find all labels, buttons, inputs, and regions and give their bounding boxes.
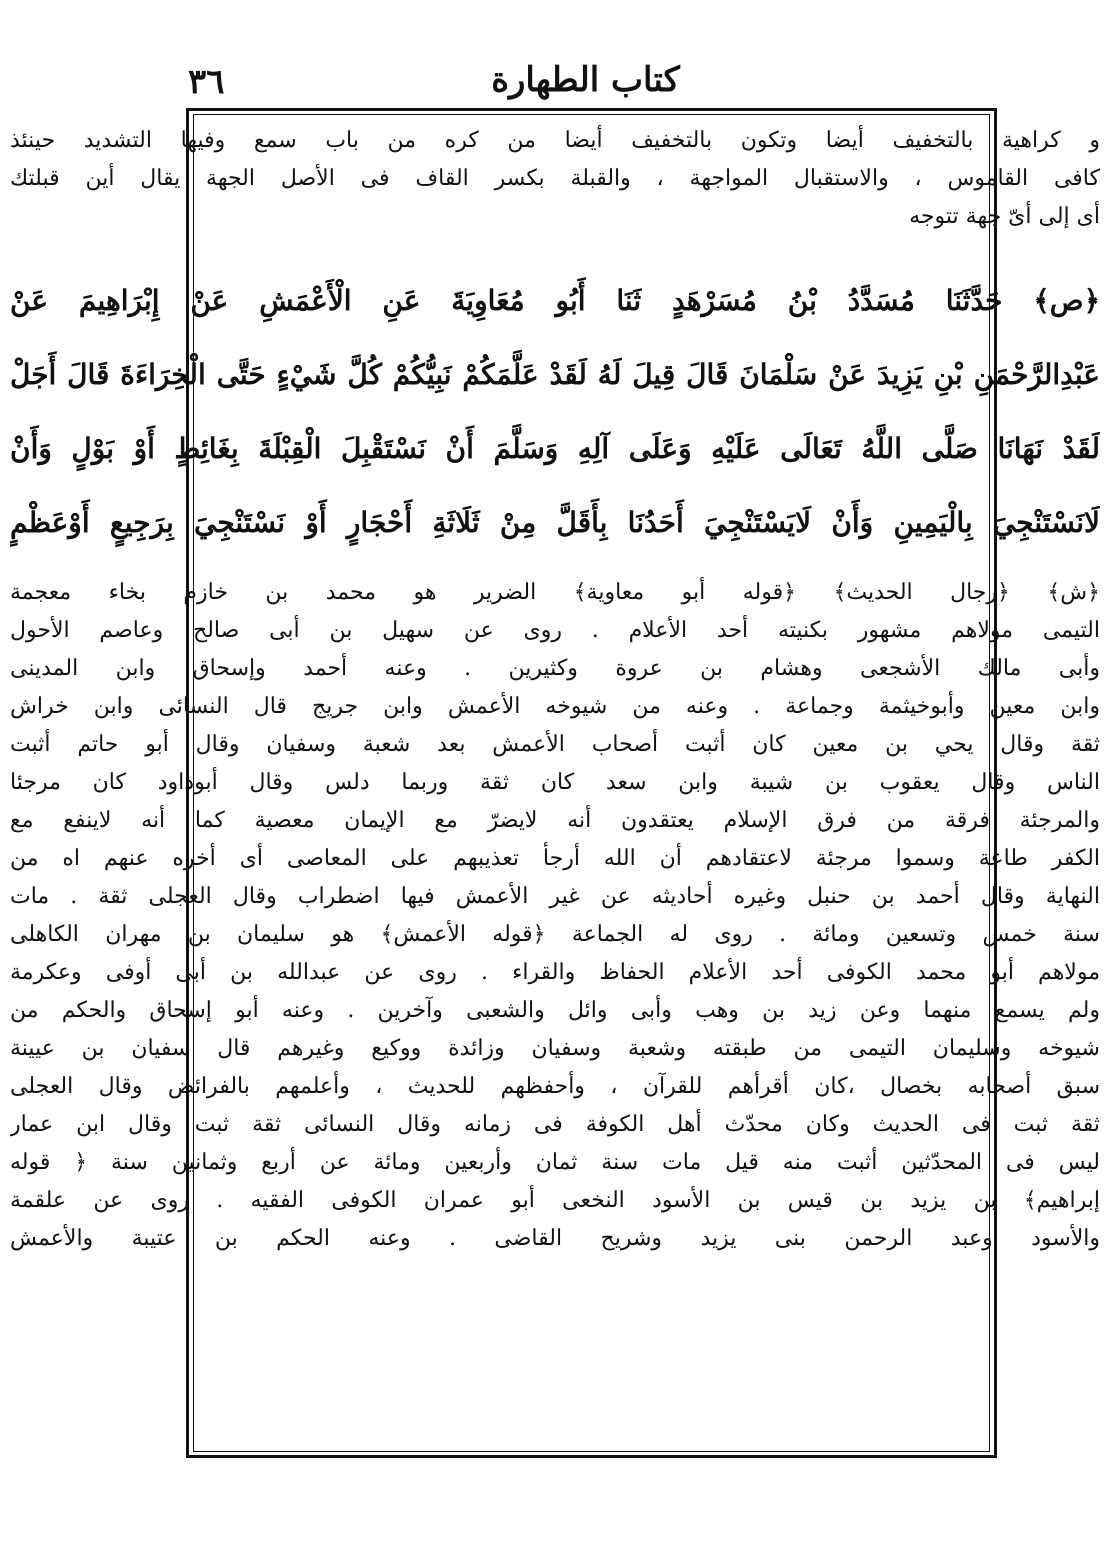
sharh-line: ثقة وقال يحي بن معين كان أثبت أصحاب الأعمش بعد شعبة وسفيان وقال أبو حاتم أثبت <box>10 732 1100 757</box>
commentary-line: أى إلى أىّ جهة تتوجه <box>909 204 1100 229</box>
sharh-line: الكفر طاعة وسموا مرجئة لاعتقادهم أن الله أرجأ تعذيبهم على المعاصى أى أخره عنهم اه من <box>10 846 1100 871</box>
sharh-line: ولم يسمع منهما وعن زيد بن وهب وأبى وائل والشعبى وآخرين . وعنه أبو إسحاق والحكم من <box>10 998 1100 1023</box>
running-title: كتاب الطهارة <box>491 60 680 100</box>
sharh-line: النهاية وقال أحمد بن حنبل وغيره أحاديثه عن غير الأعمش فيها اضطراب وقال العجلى ثقة . مات <box>10 884 1100 909</box>
sharh-line: وأبى مالك الأشجعى وهشام بن عروة وكثيرين . وعنه أحمد وإسحاق وابن المدينى <box>10 656 1100 681</box>
sharh-line: شيوخه وسليمان التيمى من طبقته وشعبة وسفيان وزائدة ووكيع وغيرهم قال سفيان بن عيينة <box>10 1036 1100 1061</box>
sharh-line: الناس وقال يعقوب بن شيبة وابن سعد كان ثقة وربما دلس وقال أبوداود كان مرجئا <box>10 770 1100 795</box>
commentary-line: و كراهية بالتخفيف أيضا وتكون بالتخفيف أيضا من كره من باب سمع وفيها التشديد حينئذ <box>10 128 1100 153</box>
hadith-line: لَقَدْ نَهَانَا صَلَّى اللَّهُ تَعَالَى عَلَيْهِ وَعَلَى آلِهِ وَسَلَّمَ أَنْ نَسْتَقْبِلَ الْقِبْلَةَ بِغَائِطٍ أَوْ بَوْلٍ وَأَنْ <box>10 432 1100 465</box>
sharh-line: ﴿ش﴾ ﴿رجال الحديث﴾ ﴿قوله أبو معاوية﴾ الضرير هو محمد بن خازم بخاء معجمة <box>10 580 1100 605</box>
hadith-text <box>10 264 1100 560</box>
sharh-line: سنة خمس وتسعين ومائة . روى له الجماعة ﴿قوله الأعمش﴾ هو سليمان بن مهران الكاهلى <box>10 922 1100 947</box>
hadith-line: ﴿ص﴾ حَدَّثَنَا مُسَدَّدُ بْنُ مُسَرْهَدٍ ثَنَا أَبُو مُعَاوِيَةَ عَنِ الْأَعْمَشِ عَنْ إِبْرَاهِيمَ عَنْ <box>10 284 1100 317</box>
page-number: ٣٦ <box>188 62 225 102</box>
sharh-line: التيمى مولاهم مشهور بكنيته أحد الأعلام . روى عن سهيل بن أبى صالح وعاصم الأحول <box>10 618 1100 643</box>
sharh-line: والمرجئة فرقة من فرق الإسلام يعتقدون أنه لايضرّ مع الإيمان معصية كما أنه لاينفع مع <box>10 808 1100 833</box>
sharh-line: ليس فى المحدّثين أثبت منه قيل مات سنة ثمان وأربعين ومائة عن أربع وثمانين سنة ﴿ قوله <box>10 1150 1100 1175</box>
hadith-line: لَانَسْتَنْجِيَ بِالْيَمِينِ وَأَنْ لَايَسْتَنْجِيَ أَحَدُنَا بِأَقَلَّ مِنْ ثَلَاثَةِ أَحْجَارٍ أَوْ نَسْتَنْجِيَ بِرَجِيعٍ أَوْعَظْمٍ <box>10 506 1100 539</box>
sharh-line: وابن معين وأبوخيثمة وجماعة . وعنه من شيوخه الأعمش وابن جريج قال النسائى وابن خراش <box>10 694 1100 719</box>
sharh-line: مولاهم أبو محمد الكوفى أحد الأعلام الحفاظ والقراء . روى عن عبدالله بن أبى أوفى وعكرمة <box>10 960 1100 985</box>
sharh-line: ثقة ثبت فى الحديث وكان محدّث أهل الكوفة فى زمانه وقال النسائى ثقة ثبت وقال ابن عمار <box>10 1112 1100 1137</box>
sharh-line: إبراهيم﴾ بن يزيد بن قيس بن الأسود النخعى أبو عمران الكوفى الفقيه . روى عن علقمة <box>10 1188 1100 1213</box>
commentary-line: كافى القاموس ، والاستقبال المواجهة ، والقبلة بكسر القاف فى الأصل الجهة يقال أين قبلتك <box>10 166 1100 191</box>
page-header <box>188 56 983 108</box>
sharh-commentary <box>10 574 1100 1258</box>
sharh-line: والأسود وعبد الرحمن بنى يزيد وشريح القاضى . وعنه الحكم بن عتيبة والأعمش <box>10 1226 1100 1251</box>
top-commentary <box>10 122 1100 236</box>
sharh-line: سبق أصحابه بخصال ،كان أقرأهم للقرآن ، وأحفظهم للحديث ، وأعلمهم بالفرائض وقال العجلى <box>10 1074 1100 1099</box>
hadith-line: عَبْدِالرَّحْمَنِ بْنِ يَزِيدَ عَنْ سَلْمَانَ قَالَ قِيلَ لَهُ لَقَدْ عَلَّمَكُمْ نَبِيُّكُمْ كُلَّ شَيْءٍ حَتَّى الْخِرَاءَةَ قَالَ أَجَلْ <box>10 358 1100 391</box>
